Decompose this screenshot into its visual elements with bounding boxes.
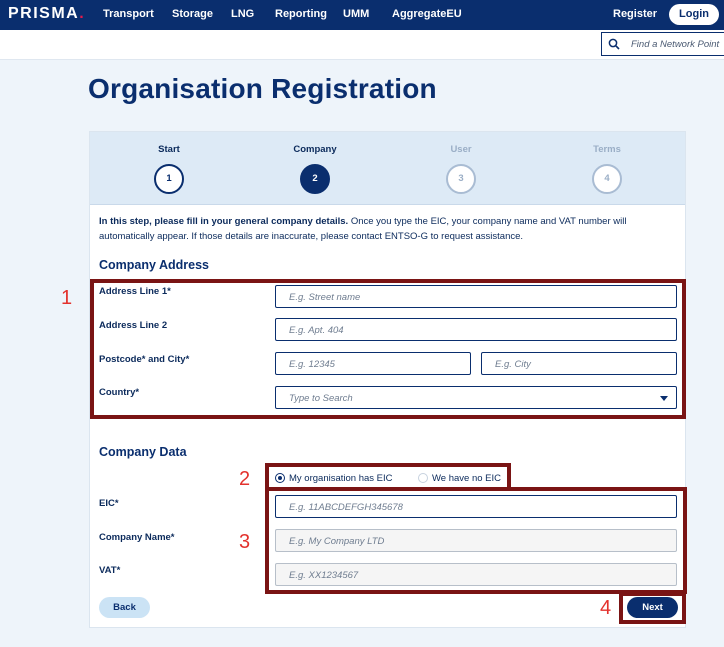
step-company-number: 2 (300, 164, 330, 194)
step-terms-label: Terms (593, 144, 621, 155)
prisma-logo[interactable] (8, 5, 85, 23)
highlight-box-address (90, 279, 686, 419)
nav-item-reporting[interactable]: Reporting (275, 8, 327, 20)
company-data-title: Company Data (99, 445, 187, 459)
step-start-number: 1 (154, 164, 184, 194)
country-label: Country* (99, 387, 140, 398)
vat-placeholder: E.g. XX1234567 (289, 570, 359, 581)
search-icon (608, 38, 620, 50)
login-button[interactable]: Login (669, 4, 719, 25)
callout-number-1: 1 (61, 287, 73, 309)
step-user (431, 144, 491, 194)
step-instructions-rest: Once you type the EIC, your company name and VAT number will automatically appear. If those details are inaccurate, please contact ENTSO-G to request assistance. (99, 216, 627, 242)
next-button[interactable]: Next (627, 597, 678, 618)
address-line2-label: Address Line 2 (99, 320, 168, 331)
search-bar-row (0, 30, 724, 60)
address-line1-label: Address Line 1* (99, 286, 171, 297)
registration-stepper (90, 132, 685, 205)
country-placeholder: Type to Search (289, 393, 353, 404)
back-button[interactable]: Back (99, 597, 150, 618)
vat-label: VAT* (99, 565, 121, 576)
company-name-placeholder: E.g. My Company LTD (289, 536, 385, 547)
top-navigation-bar (0, 0, 724, 30)
logo-dot: . (79, 5, 86, 22)
no-eic-label[interactable]: We have no EIC (432, 473, 502, 484)
step-user-number: 3 (446, 164, 476, 194)
nav-item-storage[interactable]: Storage (172, 8, 213, 20)
callout-number-4: 4 (600, 597, 612, 619)
nav-item-umm[interactable]: UMM (343, 8, 370, 20)
has-eic-label[interactable]: My organisation has EIC (289, 473, 393, 484)
register-link[interactable]: Register (613, 8, 658, 20)
step-start[interactable] (139, 144, 199, 194)
highlight-box-company-data (265, 487, 687, 594)
step-instructions (99, 214, 669, 244)
step-instructions-bold: In this step, please fill in your general company details. (99, 216, 349, 227)
nav-item-transport[interactable]: Transport (103, 8, 154, 20)
network-point-search-input[interactable] (601, 32, 724, 56)
nav-item-lng[interactable]: LNG (231, 8, 255, 20)
page-title: Organisation Registration (88, 73, 437, 104)
step-company[interactable] (285, 144, 345, 194)
eic-label: EIC* (99, 498, 119, 509)
search-placeholder: Find a Network Point (631, 39, 720, 50)
step-terms-number: 4 (592, 164, 622, 194)
highlight-box-next (619, 592, 686, 624)
company-name-label: Company Name* (99, 532, 175, 543)
city-placeholder: E.g. City (495, 359, 531, 370)
address-line2-placeholder: E.g. Apt. 404 (289, 325, 344, 336)
logo-text: PRISMA (8, 5, 80, 22)
step-terms (577, 144, 637, 194)
postcode-placeholder: E.g. 12345 (289, 359, 335, 370)
callout-number-3: 3 (239, 531, 251, 553)
step-user-label: User (450, 144, 472, 155)
address-line1-placeholder: E.g. Street name (289, 292, 361, 303)
callout-number-2: 2 (239, 468, 251, 490)
postcode-city-label: Postcode* and City* (99, 354, 190, 365)
step-company-label: Company (293, 144, 337, 155)
company-address-title: Company Address (99, 258, 209, 272)
nav-item-aggregateeu[interactable]: AggregateEU (392, 8, 462, 20)
step-start-label: Start (158, 144, 180, 155)
eic-placeholder: E.g. 11ABCDEFGH345678 (289, 502, 403, 513)
